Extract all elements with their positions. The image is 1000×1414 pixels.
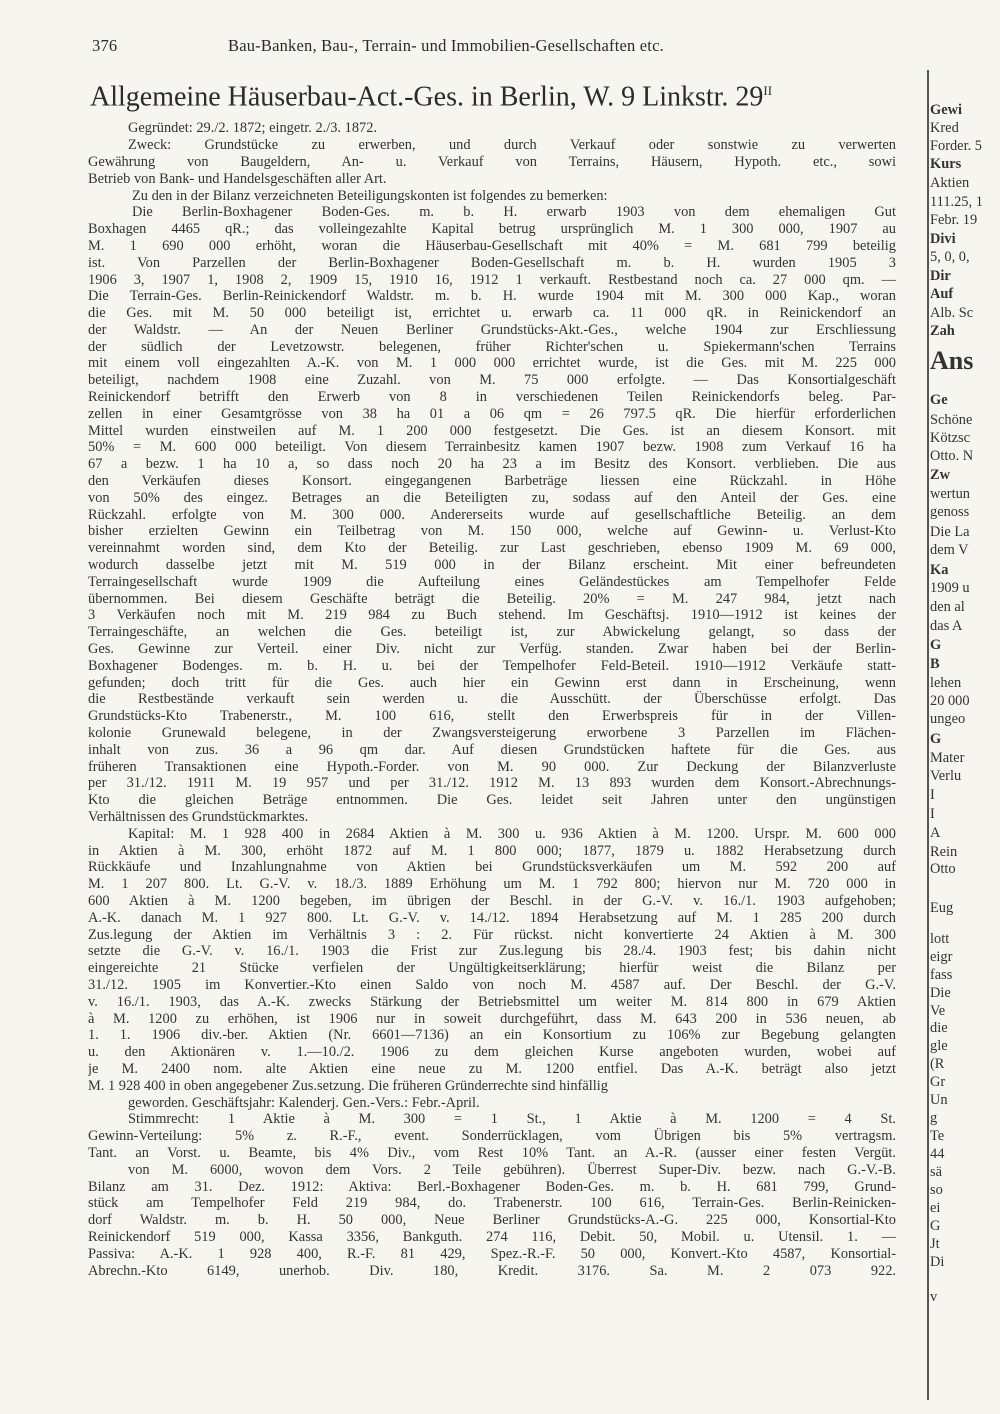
- text-line: Die Terrain-Ges. Berlin-Reinickendorf Waldstr. m. b. H. wurde 1904 mit M. 300 000 Kap., woran: [88, 288, 896, 305]
- text-line: 67 a bezw. 1 ha 10 a, so dass noch 20 ha 23 a im Besitz des Konsort. verblieben. Die aus: [88, 456, 896, 473]
- text-line: Gewinn-Verteilung: 5% z. R.-F., event. Sonderrücklagen, vom Übrigen bis 5% vertragsm.: [88, 1128, 896, 1145]
- right-column-line: Zah: [930, 323, 955, 339]
- text-line: A.-K. danach M. 1 927 800. Lt. G.-V. v. 14./12. 1894 Herabsetzung auf M. 1 285 200 durch: [88, 909, 896, 926]
- right-column-line: Febr. 19: [930, 212, 978, 228]
- text-line: Zweck: Grundstücke zu erwerben, und durch Verkauf oder sonstwie zu verwerten: [128, 137, 896, 154]
- right-column-line: Schöne: [930, 412, 973, 428]
- text-line: Bilanz am 31. Dez. 1912: Aktiva: Berl.-Boxhagener Boden-Ges. m. b. H. 681 799, Grund-: [88, 1178, 896, 1195]
- text-line: 3 Verkäufen noch mit M. 219 984 zu Buch stehend. Im Geschäftsj. 1910—1912 ist keines der: [88, 607, 896, 624]
- right-column-line: Di: [930, 1254, 945, 1270]
- right-column-line: Kurs: [930, 156, 962, 172]
- right-column-line: Zw: [930, 467, 950, 483]
- right-column-line: Otto: [930, 861, 956, 877]
- text-line: Betrieb von Bank- und Handelsgeschäften aller Art.: [88, 170, 387, 187]
- text-line: v. 16./1. 1903, das A.-K. zwecks Stärkung der Betriebsmittel um weiter M. 814 800 in 679 Aktien: [88, 993, 896, 1010]
- right-column-line: den al: [930, 599, 965, 615]
- text-line: inhalt von zus. 36 a 96 qm dar. Auf diesen Grundstücken haftete für die Ges. aus: [88, 741, 896, 758]
- company-title: [90, 74, 896, 114]
- text-line: Boxhagen 4465 qR.; das volleingezahlte Kapital betrug ursprünglich M. 1 300 000, 1907 au: [88, 221, 896, 238]
- text-line: kolonie Grunewald belegene, in der Zwangsversteigerung erworbene 3 Parzellen im Flächen-: [88, 725, 896, 742]
- right-column-line: Otto. N: [930, 448, 974, 464]
- text-line: Zus.legung der Aktien im Verhältnis 3 : 2. Für rückst. nicht konvertierte 24 Aktien à M. 300: [88, 926, 896, 943]
- text-line: früheren Transaktionen eine Hypoth.-Forder. von M. 90 000. Zur Deckung der Bilanzverluste: [88, 758, 896, 775]
- right-column-line: Jt: [930, 1236, 940, 1252]
- text-line: Stimmrecht: 1 Aktie à M. 300 = 1 St., 1 Aktie à M. 1200 = 4 St.: [128, 1111, 896, 1128]
- text-line: u. den Aktionären v. 1.—10./2. 1906 zu dem gleichen Kurse angeboten wurden, wobei auf: [88, 1044, 896, 1061]
- text-line: Gewährung von Baugeldern, An- u. Verkauf von Terrains, Häusern, Hypoth. etc., sowi: [88, 153, 896, 170]
- text-line: übernommen. Bei diesem Geschäfte beträgt die Beteilig. 20% = M. 247 984, jetzt nach: [88, 590, 896, 607]
- right-column-line: Gr: [930, 1074, 946, 1090]
- right-column-line: die: [930, 1020, 948, 1036]
- company-title-superscript: II: [763, 83, 773, 98]
- text-line: Gegründet: 29./2. 1872; eingetr. 2./3. 1872.: [128, 120, 378, 137]
- right-column-line: gle: [930, 1038, 948, 1054]
- text-line: Passiva: A.-K. 1 928 400, R.-F. 81 429, Spez.-R.-F. 50 000, Konvert.-Kto 4587, Konsortial-: [88, 1245, 896, 1262]
- text-line: 31./12. 1905 im Konvertier.-Kto einen Saldo von noch M. 4587 auf. Der Beschl. der G.-V.: [88, 976, 896, 993]
- right-column-line: (R: [930, 1056, 945, 1072]
- text-line: mit einem voll eingezahlten A.-K. von M. 1 000 000 errichtet wurde, ist die Ges. mit M. 225 000: [88, 355, 896, 372]
- text-line: Kapital: M. 1 928 400 in 2684 Aktien à M. 300 u. 936 Aktien à M. 1200. Urspr. M. 600 000: [128, 825, 896, 842]
- text-line: Verhältnissen des Grundstückmarktes.: [88, 809, 309, 825]
- text-line: die Restbestände verkauft sein werden u. die Ausschütt. der Überschüsse erfolgt. Das: [88, 691, 896, 708]
- text-line: per 31./12. 1911 M. 19 957 und per 31./12. 1912 M. 13 893 wurden dem Konsort.-Abrechnungs-: [88, 775, 896, 792]
- entry-body: [88, 120, 896, 1279]
- right-column-line: fass: [930, 967, 953, 983]
- right-column-line: Auf: [930, 286, 954, 302]
- text-line: in Aktien à M. 300, erhöht 1872 auf M. 1 800 000; 1877, 1879 u. 1882 Herabsetzung durch: [88, 842, 896, 859]
- right-column-line: Kred: [930, 120, 959, 136]
- text-line: Ges. Gewinne zur Verteil. einer Div. nicht zur Verfüg. standen. Zwar haben bei der Berlin-: [88, 641, 896, 658]
- text-line: Kto die gleichen Beträge entnommen. Die Ges. leidet seit Jahren unter den ungünstigen: [88, 792, 896, 809]
- right-column-line: 111.25, 1: [930, 194, 983, 210]
- right-column-line: lott: [930, 931, 950, 947]
- text-line: à M. 1200 zu erhöhen, ist 1906 nur in soweit durchgeführt, dass M. 643 200 in 536 neuen, ab: [88, 1010, 896, 1027]
- right-column-line: das A: [930, 618, 963, 634]
- right-column-line: 5, 0, 0,: [930, 249, 970, 265]
- text-line: Mittel wurden einstweilen auf M. 1 200 000 festgesetzt. Die Ges. ist an diesem Konsort. mit: [88, 422, 896, 439]
- text-line: 1. 1. 1906 div.-ber. Aktien (Nr. 6601—7136) an ein Konsortium zu 106% zur Begebung gelangten: [88, 1027, 896, 1044]
- text-line: beteiligt, nachdem 1908 eine Zuzahl. von M. 75 000 erfolgte. — Das Konsortialgeschäft: [88, 372, 896, 389]
- text-line: stück am Tempelhofer Feld 219 984, do. Trabenerstr. 100 616, Terrain-Ges. Berlin-Reinicken-: [88, 1195, 896, 1212]
- running-head: Bau-Banken, Bau-, Terrain- und Immobilien-Gesellschaften etc.: [228, 36, 664, 55]
- right-column-line: Die La: [930, 524, 970, 540]
- text-line: Grundstücks-Kto Trabenerstr., M. 100 616, stellt den Erwerbspreis für in der Villen-: [88, 708, 896, 725]
- text-line: bisher erzielten Gewinn ein Teilbetrag von M. 150 000, welche auf Gewinn- u. Verlust-Kto: [88, 523, 896, 540]
- right-column-line: g: [930, 1110, 938, 1126]
- text-line: von M. 6000, wovon dem Vors. 2 Teile gebühren). Überrest Super-Div. bezw. nach G.-V.-B.: [128, 1161, 896, 1178]
- right-column-line: Dir: [930, 268, 951, 284]
- right-column-line: 1909 u: [930, 580, 970, 596]
- right-column-line: Verlu: [930, 768, 962, 784]
- text-line: M. 1 690 000 erhöht, woran die Häuserbau-Gesellschaft mit 40% = M. 681 799 beteilig: [88, 237, 896, 254]
- text-line: 600 Aktien à M. 1200 begeben, im übrigen der Beschl. in der G.-V. v. 16./1. 1903 aufgehoben;: [88, 892, 896, 909]
- text-line: vereinnahmt worden sind, dem Kto der Beteilig. zur Last geschrieben, ebenso 1909 M. 69 000,: [88, 540, 896, 557]
- right-column-line: I: [930, 787, 935, 803]
- text-line: dorf Waldstr. m. b. H. 50 000, Neue Berliner Grundstücks-A.-G. 225 000, Konsortial-Kto: [88, 1212, 896, 1229]
- right-column-line: G: [930, 637, 942, 653]
- right-column-line: G: [930, 731, 942, 747]
- right-column-line: Gewi: [930, 102, 962, 118]
- text-line: Rückkäufe und Inzahlungnahme von Aktien bei Grundstücksverkäufen um M. 592 200 auf: [88, 859, 896, 876]
- text-line: Zu den in der Bilanz verzeichneten Beteiligungskonten ist folgendes zu bemerken:: [132, 187, 608, 204]
- text-line: geworden. Geschäftsjahr: Kalenderj. Gen.-Vers.: Febr.-April.: [128, 1094, 480, 1111]
- right-column-line: Divi: [930, 231, 956, 247]
- right-column-line: wertun: [930, 486, 970, 502]
- right-column-line: 20 000: [930, 693, 970, 709]
- text-line: der Waldstr. — An der Neuen Berliner Grundstücks-Akt.-Ges., welche 1904 zur Erschliessung: [88, 321, 896, 338]
- right-column-line: B: [930, 656, 940, 672]
- text-line: Rückzahl. erfolgte von M. 300 000. Andererseits wurde auf gesellschaftliche Beteilig. an dem: [88, 506, 896, 523]
- right-column-line: G: [930, 1218, 941, 1234]
- right-column-line: so: [930, 1182, 943, 1198]
- right-column-line: 44: [930, 1146, 945, 1162]
- text-line: Abrechn.-Kto 6149, unerhob. Div. 180, Kredit. 3176. Sa. M. 2 073 922.: [88, 1262, 896, 1279]
- right-column-line: Mater: [930, 750, 965, 766]
- right-column-line: dem V: [930, 542, 969, 558]
- right-column-line: I: [930, 806, 935, 822]
- right-column-line: Te: [930, 1128, 945, 1144]
- text-line: Terraingeschäfte, an welchen die Ges. beteiligt ist, zur Abwickelung gelangt, so dass der: [88, 624, 896, 641]
- text-line: die Ges. mit M. 50 000 beteiligt ist, errichtet u. erwarb ca. 11 000 qR. in Reinickendorf an: [88, 305, 896, 322]
- text-line: 1906 3, 1907 1, 1908 2, 1909 15, 1910 16, 1912 1 verkauft. Restbestand noch ca. 27 000 qm. —: [88, 271, 896, 288]
- page-header: [92, 36, 892, 56]
- right-column-line: lehen: [930, 675, 962, 691]
- text-line: setzte die G.-V. v. 16./1. 1903 die Frist zur Zus.legung bis 28./4. 1903 fest; bis dahin nicht: [88, 943, 896, 960]
- text-line: zellen in einer Gesamtgrösse von 38 ha 01 a 06 qm = 26 797.5 qR. Die hierfür erforderlichen: [88, 405, 896, 422]
- right-column-line: Ge: [930, 392, 948, 408]
- right-column-line: sä: [930, 1164, 942, 1180]
- right-column-line: genoss: [930, 504, 970, 520]
- right-column-line: Rein: [930, 844, 958, 860]
- right-column-fragment: [906, 74, 1000, 1414]
- main-column: [88, 74, 896, 1414]
- text-line: eingereichte 21 Stücke verfielen der Ungültigkeitserklärung; hierfür weist die Bilanz per: [88, 960, 896, 977]
- right-column-line: A: [930, 825, 941, 841]
- right-column-line: Die: [930, 985, 951, 1001]
- text-line: Boxhagener Bodenges. m. b. H. u. bei der Tempelhofer Feld-Beteil. 1910—1912 Verkäufe statt-: [88, 657, 896, 674]
- right-column-line: ei: [930, 1200, 941, 1216]
- right-column-line: Ka: [930, 562, 949, 578]
- right-column-line: Alb. Sc: [930, 305, 974, 321]
- right-column-line: Un: [930, 1092, 948, 1108]
- text-line: M. 1 928 400 in oben angegebener Zus.setzung. Die früheren Gründerrechte sind hinfällig: [88, 1077, 608, 1094]
- right-column-line: Forder. 5: [930, 138, 982, 154]
- text-line: gefunden; doch tritt für die Ges. auch hier ein Gewinn erst dann in Erscheinung, wenn: [88, 674, 896, 691]
- text-line: Reinickendorf 519 000, Kassa 3356, Bankguth. 274 116, Debit. 50, Mobil. u. Utensil. 1. —: [88, 1228, 896, 1245]
- right-column-line: Aktien: [930, 175, 970, 191]
- right-column-line: Eug: [930, 900, 954, 916]
- text-line: Tant. an Vorst. u. Beamte, bis 4% Div., vom Rest 10% Tant. an A.-R. (ausser einer festen Vergüt.: [88, 1144, 896, 1161]
- right-column-line: Ans: [930, 346, 974, 375]
- right-column-line: Kötzsc: [930, 430, 970, 446]
- text-line: je M. 2400 nom. alte Aktien eine neue zu M. 1200 entfiel. Das A.-K. beträgt also jetzt: [88, 1060, 896, 1077]
- page-number: 376: [92, 36, 118, 55]
- text-line: Reinickendorf betrifft den Erwerb von 8 in verschiedenen Teilen Reinickendorfs beleg. Par-: [88, 389, 896, 406]
- text-line: Die Berlin-Boxhagener Boden-Ges. m. b. H. erwarb 1903 von dem ehemaligen Gut: [132, 204, 896, 221]
- right-column-line: Ve: [930, 1003, 946, 1019]
- text-line: Terraingesellschaft wurde 1909 die Aufteilung eines Geländestückes am Tempelhofer Felde: [88, 573, 896, 590]
- right-column-line: ungeo: [930, 711, 966, 727]
- text-line: von 50% des eingez. Betrages an die Beteiligten zu, sodass auf den Anteil der Ges. eine: [88, 489, 896, 506]
- text-line: ist. Von Parzellen der Berlin-Boxhagener Boden-Gesellschaft m. b. H. wurden 1905 3: [88, 254, 896, 271]
- right-column-line: eigr: [930, 949, 953, 965]
- company-title-text: Allgemeine Häuserbau-Act.-Ges. in Berlin, W. 9 Linkstr. 29: [90, 81, 764, 113]
- text-line: M. 1 207 800. Lt. G.-V. v. 18./3. 1889 Erhöhung um M. 1 792 800; hiervon nur M. 720 000 in: [88, 876, 896, 893]
- text-line: 50% = M. 600 000 beteiligt. Von diesem Terrainbesitz kamen 1907 bezw. 1908 zum Verkauf 16 ha: [88, 439, 896, 456]
- right-column-line: v: [930, 1289, 938, 1305]
- text-line: wodurch dasselbe jetzt mit M. 519 000 in der Bilanz erscheint. Mit einer befreundeten: [88, 557, 896, 574]
- text-line: der südlich der Levetzowstr. belegenen, früher Richter'schen u. Spiekermann'schen Terrains: [88, 338, 896, 355]
- text-line: den Verkäufen dieses Konsort. eingegangenen Barbeträge liessen eine Rückzahl. in Höhe: [88, 473, 896, 490]
